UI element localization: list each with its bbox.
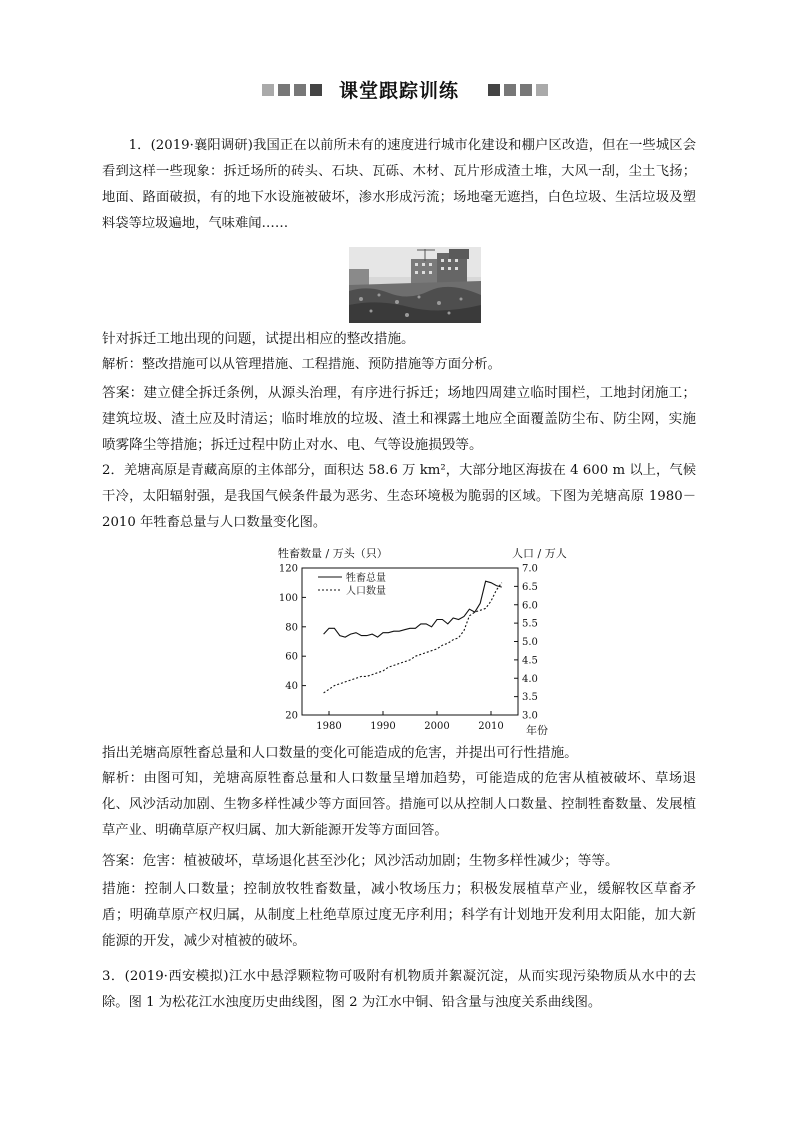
- q2-answer: 答案：危害：植被破坏，草场退化甚至沙化；风沙活动加剧；生物多样性减少；等等。: [102, 853, 619, 869]
- left-axis-tick-label: 20: [285, 710, 298, 722]
- left-axis-tick-label: 100: [278, 592, 298, 604]
- right-axis-tick-label: 3.0: [522, 710, 538, 722]
- x-axis-tick-label: 2010: [478, 721, 504, 732]
- livestock-population-chart: [278, 543, 578, 735]
- q1-analysis: 解析：整改措施可以从管理措施、工程措施、预防措施等方面分析。: [102, 357, 501, 372]
- header-decor-square: [504, 84, 516, 96]
- q1-stem: 1．(2019·襄阳调研)我国正在以前所未有的速度进行城市化建设和棚户区改造，但在一些城区会看到这样一些现象：拆迁场所的砖头、石块、瓦砾、木材、瓦片形成渣土堆，大风一刮，尘土飞扬；地面、路面破损，有的地下水设施被破坏，渗水形成污流；场地毫无遮挡，白色垃圾、生活垃圾及塑料袋等垃圾遍地，气味难闻……: [102, 138, 696, 231]
- left-axis-tick-label: 120: [278, 563, 298, 575]
- right-axis-tick-label: 5.0: [522, 637, 538, 648]
- right-axis-tick-label: 4.5: [522, 655, 538, 667]
- chart-x-axis-label: 年份: [526, 724, 548, 735]
- chart-legend: [318, 571, 386, 597]
- q2-stem: 2．羌塘高原是青藏高原的主体部分，面积达 58.6 万 km²，大部分地区海拔在 4 600 m 以上，气候干冷，太阳辐射强，是我国气候条件最为恶劣、生态环境极为脆弱的区域。下图为羌塘高原 1980－2010 年牲畜总量与人口数量变化图。: [102, 463, 696, 530]
- header-decor-square: [278, 84, 290, 96]
- chart-left-axis-label: 牲畜数量 / 万头（只）: [278, 547, 388, 560]
- chart-right-axis-label: 人口 / 万人: [512, 547, 567, 560]
- right-axis-tick-label: 7.0: [522, 563, 538, 575]
- header-decor-square: [262, 84, 274, 96]
- demolition-site-photo: [349, 247, 481, 323]
- section-header: [0, 76, 794, 102]
- x-axis-tick-label: 1980: [316, 721, 342, 732]
- header-decor-square: [488, 84, 500, 96]
- legend-label-population: 人口数量: [346, 586, 386, 597]
- right-axis-tick-label: 6.5: [522, 581, 538, 593]
- q2-analysis: 解析：由图可知，羌塘高原牲畜总量和人口数量呈增加趋势，可能造成的危害从植被破坏、草场退化、风沙活动加剧、生物多样性减少等方面回答。措施可以从控制人口数量、控制牲畜数量、发展植草产业、明确草原产权归属、加大新能源开发等方面回答。: [102, 771, 696, 838]
- x-axis-tick-label: 1990: [370, 721, 396, 732]
- series-line-population: [324, 583, 502, 693]
- q2-question: 指出羌塘高原牲畜总量和人口数量的变化可能造成的危害，并提出可行性措施。: [102, 745, 578, 761]
- header-decor-square: [520, 84, 532, 96]
- q2-measures: 措施：控制人口数量；控制放牧牲畜数量，减小牧场压力；积极发展植草产业，缓解牧区草畜矛盾；明确草原产权归属，从制度上杜绝草原过度无序利用；科学有计划地开发利用太阳能，加大新能源的开发，减少对植被的破坏。: [102, 881, 696, 949]
- x-axis-tick-label: 2000: [424, 721, 450, 732]
- q1-question: 针对拆迁工地出现的问题，试提出相应的整改措施。: [102, 331, 415, 347]
- q1-answer: 答案：建立健全拆迁条例，从源头治理，有序进行拆迁；场地四周建立临时围栏，工地封闭施工；建筑垃圾、渣土应及时清运；临时堆放的垃圾、渣土和裸露土地应全面覆盖防尘布、防尘网，实施喷雾降尘等措施；拆迁过程中防止对水、电、气等设施损毁等。: [102, 385, 696, 453]
- right-axis-tick-label: 3.5: [522, 692, 538, 704]
- left-axis-tick-label: 40: [285, 681, 298, 693]
- right-axis-tick-label: 4.0: [522, 673, 538, 685]
- right-axis-tick-label: 6.0: [522, 600, 538, 612]
- header-decor-square: [310, 84, 322, 96]
- section-title: 课堂跟踪训练: [339, 80, 460, 102]
- photo-illustration: [349, 247, 481, 323]
- legend-label-livestock: 牲畜总量: [346, 573, 386, 584]
- right-axis-tick-label: 5.5: [522, 618, 538, 630]
- header-decor-square: [294, 84, 306, 96]
- left-axis-tick-label: 80: [285, 622, 298, 634]
- q3-stem: 3．(2019·西安模拟)江水中悬浮颗粒物可吸附有机物质并絮凝沉淀，从而实现污染物质从水中的去除。图 1 为松花江水浊度历史曲线图，图 2 为江水中铜、铅含量与浊度关系曲线图。: [102, 969, 696, 1010]
- left-axis-tick-label: 60: [285, 651, 298, 663]
- header-decor-square: [536, 84, 548, 96]
